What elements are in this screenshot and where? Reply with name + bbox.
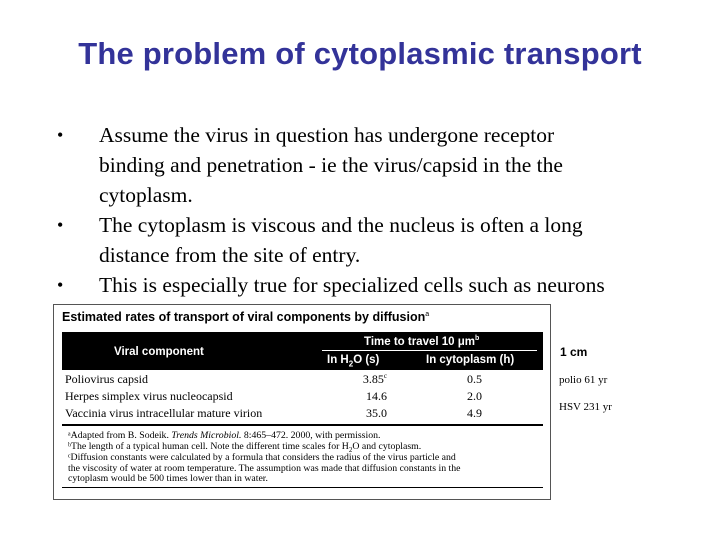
- column-header-h2o: In $H_2O$ (s): [327, 354, 380, 369]
- bullet-line: binding and penetration - ie the virus/capsid in the the: [99, 153, 563, 177]
- bullet-line: distance from the site of entry.: [99, 243, 361, 267]
- bullet-line: This is especially true for specialized cells such as neurons: [99, 273, 605, 297]
- column-group-header-time: Time to travel 10 $\mu m^b$: [364, 335, 480, 348]
- bullet-dot: •: [57, 215, 64, 235]
- bullet-dot: •: [57, 125, 64, 145]
- row-cytoplasm-value: 4.9: [467, 406, 482, 420]
- table-header: [62, 332, 543, 370]
- row-component: Herpes simplex virus nucleocapsid: [65, 389, 233, 403]
- hsv-time-note: HSV 231 yr: [559, 401, 612, 413]
- row-h2o-value: 14.6: [366, 389, 387, 403]
- bullet-item: [57, 270, 677, 300]
- row-h2o-value: 3.85$^c$: [362, 372, 387, 386]
- footnote-c-line: cytoplasm would be 500 times lower than in water.: [68, 473, 268, 484]
- column-header-cytoplasm: In cytoplasm (h): [426, 354, 515, 366]
- bullet-line: cytoplasm.: [99, 183, 193, 207]
- bullet-dot: •: [57, 275, 64, 295]
- diffusion-table-figure: [53, 304, 551, 500]
- row-component: Poliovirus capsid: [65, 372, 148, 386]
- table-row: [62, 372, 543, 387]
- distance-note: 1 cm: [560, 345, 588, 359]
- bullet-line: The cytoplasm is viscous and the nucleus is often a long: [99, 213, 583, 237]
- header-underline: [322, 350, 537, 351]
- table-row: [62, 406, 543, 421]
- row-component: Vaccinia virus intracellular mature virion: [65, 406, 263, 420]
- bullet-list: [57, 120, 677, 300]
- row-cytoplasm-value: 2.0: [467, 389, 482, 403]
- bullet-line: Assume the virus in question has undergone receptor: [99, 123, 555, 147]
- footnote-b: ᵇThe length of a typical human cell. Note the different time scales for $H_2O$ and cytoplasm.: [68, 441, 422, 454]
- footnote-c-line: the viscosity of water at room temperature. The assumption was made that diffusion constants in the: [68, 462, 461, 474]
- table-row: [62, 389, 543, 404]
- bullet-item: [57, 210, 677, 270]
- row-h2o-value: 35.0: [366, 406, 387, 420]
- footnote-c-line: ᶜDiffusion constants were calculated by a formula that considers the radius of the virus particle and: [68, 452, 456, 463]
- polio-time-note: polio 61 yr: [559, 374, 608, 386]
- slide-title: The problem of cytoplasmic transport: [78, 36, 642, 71]
- footnote-a: ᵃAdapted from B. Sodeik. Trends Microbiol. 8:465–472. 2000, with permission.: [68, 430, 381, 441]
- table-bottom-rule: [62, 487, 543, 488]
- column-header-component: Viral component: [114, 346, 204, 358]
- table-divider: [62, 424, 543, 426]
- bullet-item: [57, 120, 677, 210]
- table-title: Estimated rates of transport of viral components by diffusion$^a$: [62, 310, 430, 324]
- row-cytoplasm-value: 0.5: [467, 372, 482, 386]
